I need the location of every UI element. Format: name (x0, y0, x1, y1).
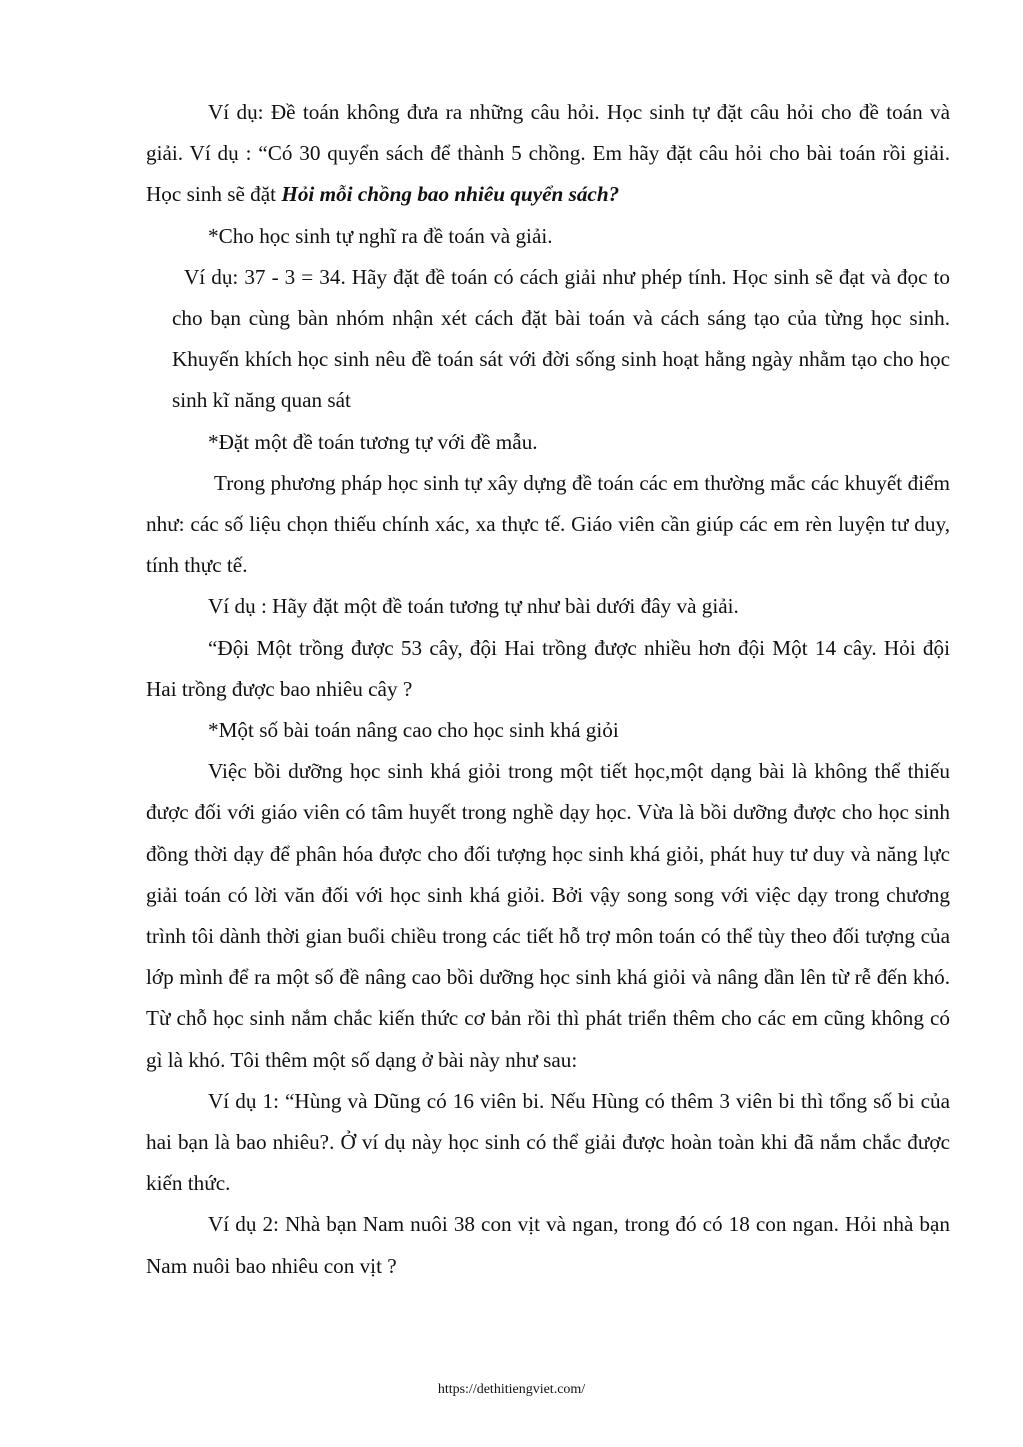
paragraph-example-question (146, 92, 950, 216)
paragraph-heading-similar-problem: *Đặt một đề toán tương tự với đề mẫu. (208, 429, 538, 454)
paragraph-common-mistakes: Trong phương pháp học sinh tự xây dựng đề toán các em thường mắc các khuyết điểm như: các số liệu chọn thiếu chính xác, xa thực tế. Giáo viên cần giúp các em rèn luyện tư duy, tính thực tế. (146, 470, 950, 578)
paragraph-text: Ví dụ: Đề toán không đưa ra những câu hỏi. Học sinh tự đặt câu hỏi cho đề toán và giải. Ví dụ : “Có 30 quyển sách để thành 5 chồng. Em hãy đặt câu hỏi cho bài toán rồi giải. Học sinh sẽ đặt (146, 100, 950, 207)
paragraph-heading-advanced: *Một số bài toán nâng cao cho học sinh khá giỏi (208, 718, 619, 743)
paragraph-tree-problem: “Đội Một trồng được 53 cây, đội Hai trồng được nhiều hơn đội Một 14 cây. Hỏi đội Hai trồng được bao nhiêu cây ? (146, 635, 950, 701)
footer-url: https://dethitiengviet.com/ (437, 1382, 586, 1397)
paragraph-example-subtraction: Ví dụ: 37 - 3 = 34. Hãy đặt đề toán có cách giải như phép tính. Học sinh sẽ đạt và đọc to cho bạn cùng bàn nhóm nhận xét cách đặt bài toán và cách sáng tạo của từng học sinh. Khuyến khích học sinh nêu đề toán sát với đời sống sinh hoạt hằng ngày nhằm tạo cho học sinh kĩ năng quan sát (172, 264, 950, 413)
document-body (146, 92, 950, 1287)
emphasized-question: Hỏi mỗi chồng bao nhiêu quyển sách? (281, 182, 620, 207)
paragraph-example-1: Ví dụ 1: “Hùng và Dũng có 16 viên bi. Nếu Hùng có thêm 3 viên bi thì tổng số bi của hai bạn là bao nhiêu?. Ở ví dụ này học sinh có thể giải được hoàn toàn khi đã nắm chắc được kiến thức. (146, 1088, 950, 1196)
paragraph-advanced-training: Việc bồi dưỡng học sinh khá giỏi trong một tiết học,một dạng bài là không thể thiếu được đối với giáo viên có tâm huyết trong nghề dạy học. Vừa là bồi dưỡng được cho học sinh đồng thời dạy để phân hóa được cho đối tượng học sinh khá giỏi, phát huy tư duy và năng lực giải toán có lời văn đối với học sinh khá giỏi. Bởi vậy song song với việc dạy trong chương trình tôi dành thời gian buổi chiều trong các tiết hỗ trợ môn toán có thể tùy theo đối tượng của lớp mình để ra một số đề nâng cao bồi dưỡng học sinh khá giỏi và nâng dần lên từ rễ đến khó. Từ chỗ học sinh nắm chắc kiến thức cơ bản rồi thì phát triển thêm cho các em cũng không có gì là khó. Tôi thêm một số dạng ở bài này như sau: (146, 759, 950, 1072)
paragraph-example-2: Ví dụ 2: Nhà bạn Nam nuôi 38 con vịt và ngan, trong đó có 18 con ngan. Hỏi nhà bạn Nam nuôi bao nhiêu con vịt ? (146, 1212, 950, 1278)
paragraph-heading-self-made-problems: *Cho học sinh tự nghĩ ra đề toán và giải. (208, 223, 553, 248)
paragraph-example-similar: Ví dụ : Hãy đặt một đề toán tương tự như bài dưới đây và giải. (208, 594, 739, 619)
